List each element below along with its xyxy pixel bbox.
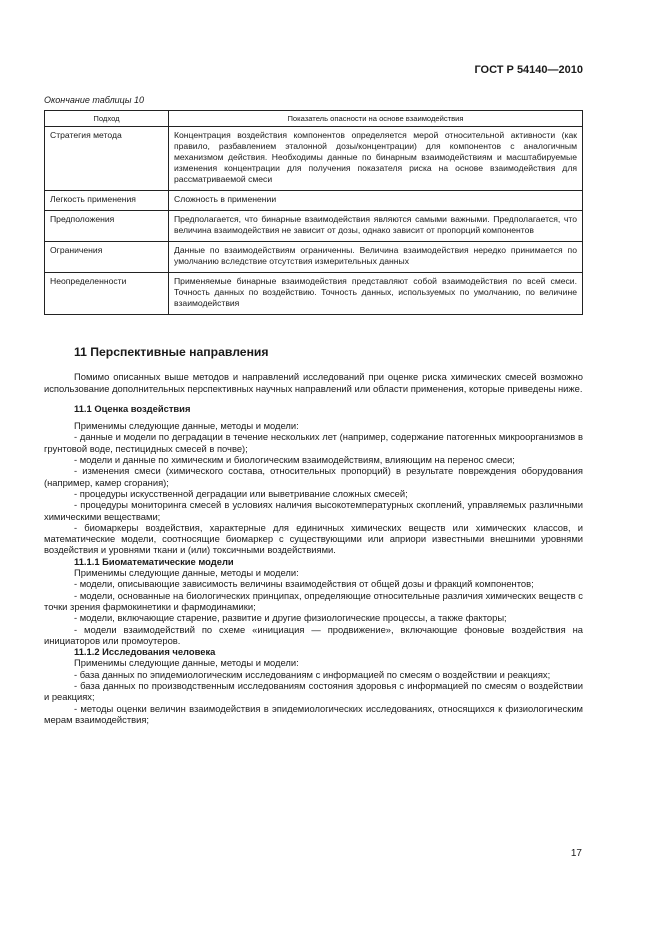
row-value: Данные по взаимодействиям ограниченны. Величина взаимодействия нередко принимается по умолчанию вследствие отсутствия измерительных данных xyxy=(169,242,583,273)
row-label: Неопределенности xyxy=(45,273,169,315)
row-value: Концентрация воздействия компонентов определяется мерой относительной активности (как правило, разбавлением эталонной дозы/концентрации) для компонентов с аналогичным механизмом действия. Необходимы данные по бинарным взаимодействиям и масштабируемые изменения концентрации для получения показателя риска на основе взаимодействия для рассматриваемой смеси xyxy=(169,127,583,191)
document-body xyxy=(44,347,583,725)
section-11-1-title: 11.1 Оценка воздействия xyxy=(74,402,191,414)
section-11-1-1-lead: Применимы следующие данные, методы и модели: xyxy=(74,567,299,579)
table-header-row xyxy=(45,111,583,127)
list-item: - модели и данные по химическим и биологическим взаимодействиям, влияющим на перенос смеси; xyxy=(74,454,515,466)
column-header-indicator: Показатель опасности на основе взаимодействия xyxy=(169,111,583,127)
list-item: - модели, основанные на биологических принципах, определяющие относительные различия химических веществ с точки зрения фармокинетики и фармодинамики; xyxy=(44,589,583,612)
section-11-intro: Помимо описанных выше методов и направлений исследований при оценке риска химических смесей возможно использование дополнительных перспективных научных направлений или области применения, которые приведены ниже. xyxy=(44,371,583,394)
row-label: Стратегия метода xyxy=(45,127,169,191)
table-10-end xyxy=(44,110,583,315)
table-row xyxy=(45,273,583,315)
list-item: - процедуры мониторинга смесей в условиях наличия высокотемпературных скоплений, управляемых различными химическими веществами; xyxy=(44,499,583,522)
table-row xyxy=(45,127,583,191)
list-item: - данные и модели по деградации в течение нескольких лет (например, содержание патогенных микроорганизмов в грунтовой воде, пестицидных смесей в почве); xyxy=(44,431,583,454)
list-item: - база данных по эпидемиологическим исследованиям с информацией по смесям о воздействии и реакциях; xyxy=(74,668,551,680)
table-row xyxy=(45,191,583,211)
document-code: ГОСТ Р 54140—2010 xyxy=(474,64,583,76)
list-item: - модели взаимодействий по схеме «инициация — продвижение», включающие фоновые воздействия на инициаторов или промоутеров. xyxy=(44,623,583,646)
list-item: - модели, включающие старение, развитие и другие физиологические процессы, а также факторы; xyxy=(74,612,507,624)
list-item: - модели, описывающие зависимость величины взаимодействия от общей дозы и фракций компонентов; xyxy=(74,578,534,590)
row-value: Сложность в применении xyxy=(169,191,583,211)
table-row xyxy=(45,211,583,242)
row-label: Легкость применения xyxy=(45,191,169,211)
section-11-1-lead: Применимы следующие данные, методы и модели: xyxy=(74,420,299,432)
row-value: Предполагается, что бинарные взаимодействия являются самыми важными. Предполагается, что величина взаимодействия не зависит от дозы, однако зависит от пропорций компонентов xyxy=(169,211,583,242)
row-label: Предположения xyxy=(45,211,169,242)
list-item: - база данных по производственным исследованиям состояния здоровья с информацией по смесям о воздействии и реакциях; xyxy=(44,680,583,703)
page-number: 17 xyxy=(570,848,582,859)
section-11-1-2-lead: Применимы следующие данные, методы и модели: xyxy=(74,657,299,669)
list-item: - биомаркеры воздействия, характерные для единичных химических веществ или химических классов, и математические модели, соотносящие биомаркер с существующими или априори известными внешними уровнями воздействия и уровнями ткани и (или) токсичными воздействиями. xyxy=(44,521,583,556)
list-item: - процедуры искусственной деградации или выветривание сложных смесей; xyxy=(74,487,408,499)
table-row xyxy=(45,242,583,273)
section-11-1-1-title: 11.1.1 Биоматематические модели xyxy=(74,555,234,567)
section-11-title: 11 Перспективные направления xyxy=(74,345,269,359)
row-label: Ограничения xyxy=(45,242,169,273)
column-header-approach: Подход xyxy=(45,111,169,127)
list-item: - изменения смеси (химического состава, относительных пропорций) в результате повреждения оборудования (например, камер сгорания); xyxy=(44,465,583,488)
row-value: Применяемые бинарные взаимодействия представляют собой взаимодействия по всей смеси. Точность данных по воздействию. Точность данных, используемых по умолчанию, по величине взаимодействия xyxy=(169,273,583,315)
section-11-1-2-title: 11.1.2 Исследования человека xyxy=(74,646,216,658)
table-caption: Окончание таблицы 10 xyxy=(44,95,144,105)
list-item: - методы оценки величин взаимодействия в эпидемиологических исследованиях, относящихся к физиологическим мерам взаимодействия; xyxy=(44,702,583,725)
